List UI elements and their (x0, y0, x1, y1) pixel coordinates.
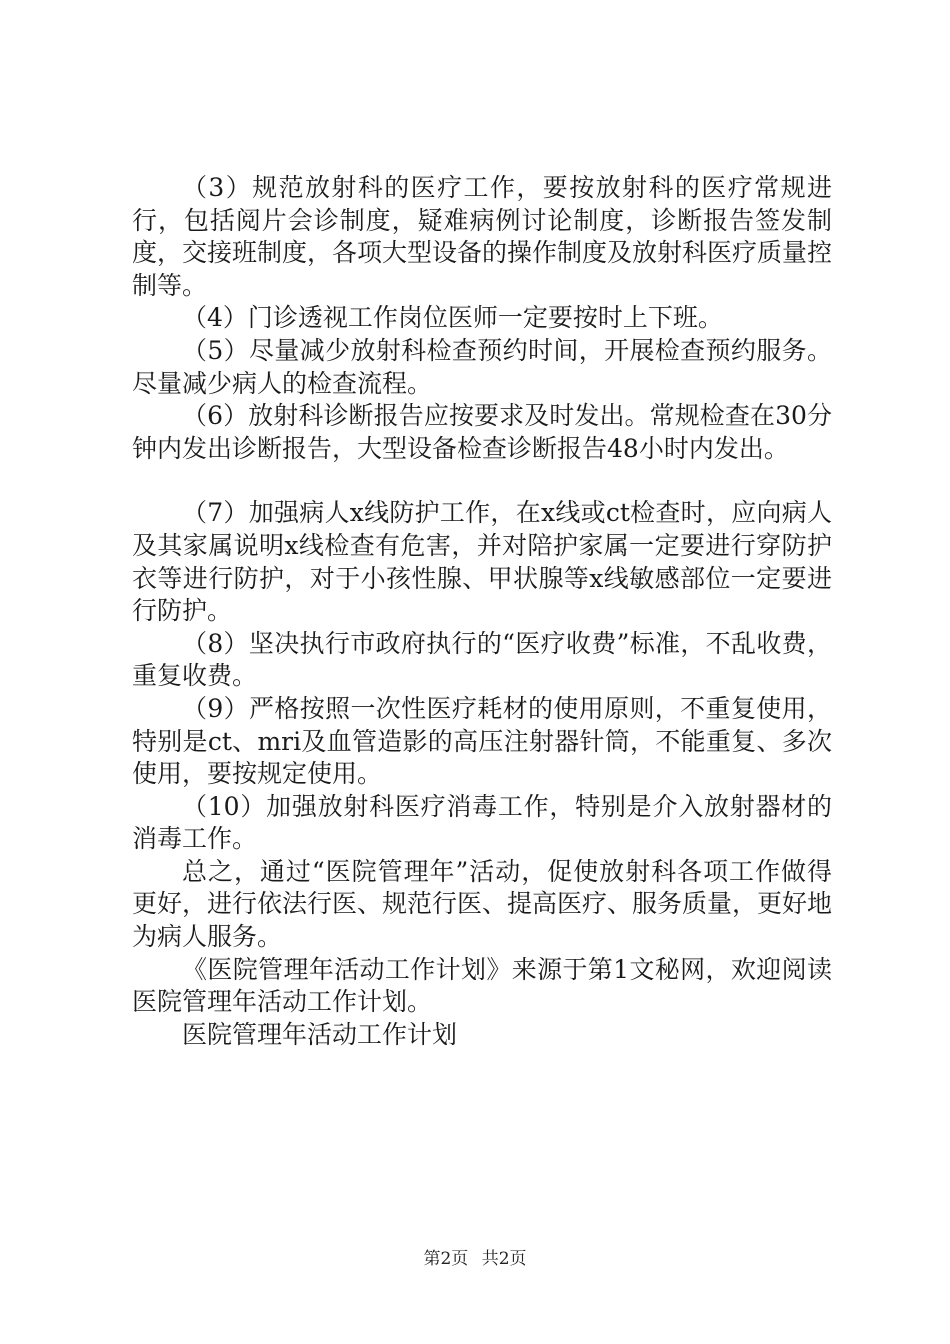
paragraph-3: （3）规范放射科的医疗工作，要按放射科的医疗常规进行，包括阅片会诊制度，疑难病例讨论制度，诊断报告签发制度，交接班制度，各项大型设备的操作制度及放射科医疗质量控制等。 (132, 173, 833, 300)
page-footer (0, 1244, 950, 1269)
paragraph-7: （7）加强病人x线防护工作，在x线或ct检查时，应向病人及其家属说明x线检查有危害，并对陪护家属一定要进行穿防护衣等进行防护，对于小孩性腺、甲状腺等x线敏感部位一定要进行防护。 (132, 498, 832, 626)
page-total: 共2页 (481, 1249, 527, 1269)
paragraph-6: （6）放射科诊断报告应按要求及时发出。常规检查在30分钟内发出诊断报告，大型设备检查诊断报告48小时内发出。 (132, 401, 832, 463)
paragraph-4: （4）门诊透视工作岗位医师一定要按时上下班。 (182, 303, 723, 333)
paragraph-summary: 总之，通过“医院管理年”活动，促使放射科各项工作做得更好，进行依法行医、规范行医、提高医疗、服务质量，更好地为病人服务。 (132, 856, 833, 952)
paragraph-source-note: 《医院管理年活动工作计划》来源于第1文秘网，欢迎阅读医院管理年活动工作计划。 (132, 954, 832, 1017)
paragraph-closing-title: 医院管理年活动工作计划 (182, 1019, 458, 1049)
paragraph-5: （5）尽量减少放射科检查预约时间，开展检查预约服务。尽量减少病人的检查流程。 (132, 335, 832, 398)
page-number: 第2页 (423, 1249, 469, 1269)
paragraph-8: （8）坚决执行市政府执行的“医疗收费”标准，不乱收费，重复收费。 (132, 628, 832, 691)
paragraph-9: （9）严格按照一次性医疗耗材的使用原则，不重复使用，特别是ct、mri及血管造影的高压注射器针筒，不能重复、多次使用，要按规定使用。 (132, 693, 832, 789)
paragraph-10: （10）加强放射科医疗消毒工作，特别是介入放射器材的消毒工作。 (132, 791, 832, 854)
document-body (132, 172, 832, 1051)
